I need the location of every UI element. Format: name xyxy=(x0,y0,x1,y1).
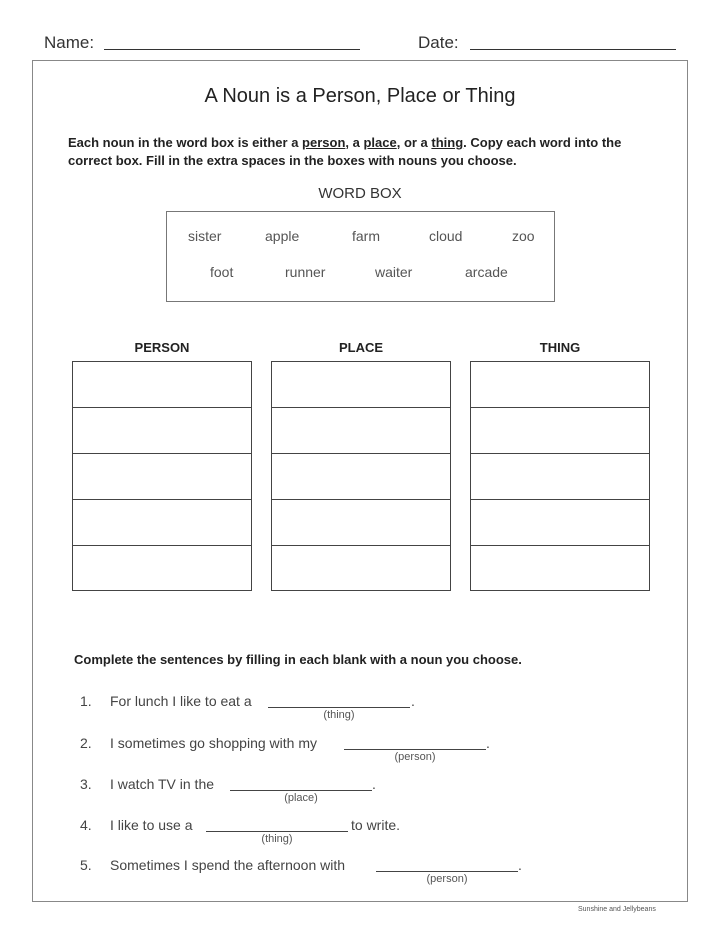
sentence-text: I like to use a xyxy=(110,817,193,833)
word-item: waiter xyxy=(375,264,413,280)
answer-cell[interactable] xyxy=(272,546,450,592)
word-item: farm xyxy=(352,228,380,244)
sentence-number: 2. xyxy=(80,735,92,751)
column-heading-person: PERSON xyxy=(134,340,190,355)
answer-cell[interactable] xyxy=(471,546,649,592)
date-field[interactable] xyxy=(470,49,676,50)
sentence-end: to write. xyxy=(351,817,401,833)
sentence-end: . xyxy=(372,776,376,792)
sentence-blank[interactable] xyxy=(230,790,372,791)
word-box xyxy=(166,211,555,302)
answer-cell[interactable] xyxy=(272,362,450,408)
column-heading-place: PLACE xyxy=(338,340,384,355)
answer-cell[interactable] xyxy=(471,408,649,454)
thing-grid xyxy=(470,361,650,591)
blank-hint: (place) xyxy=(284,792,318,804)
word-box-title: WORD BOX xyxy=(318,185,402,202)
credit-text: Sunshine and Jellybeans xyxy=(578,906,656,913)
word-item: runner xyxy=(285,264,326,280)
word-item: foot xyxy=(210,264,234,280)
word-item: cloud xyxy=(429,228,463,244)
answer-cell[interactable] xyxy=(471,454,649,500)
word-item: arcade xyxy=(465,264,508,280)
sentence-number: 1. xyxy=(80,693,92,709)
answer-cell[interactable] xyxy=(272,454,450,500)
answer-cell[interactable] xyxy=(272,408,450,454)
column-heading-thing: THING xyxy=(539,340,581,355)
answer-cell[interactable] xyxy=(471,500,649,546)
thing-term: thing xyxy=(431,135,464,150)
blank-hint: (thing) xyxy=(261,833,293,845)
answer-cell[interactable] xyxy=(73,362,251,408)
sentence-text: Sometimes I spend the afternoon with xyxy=(110,857,346,873)
sentence-number: 4. xyxy=(80,817,92,833)
answer-cell[interactable] xyxy=(73,500,251,546)
answer-cell[interactable] xyxy=(73,546,251,592)
answer-cell[interactable] xyxy=(272,500,450,546)
name-label: Name: xyxy=(44,33,95,52)
blank-hint: (person) xyxy=(394,751,436,763)
sentence-blank[interactable] xyxy=(344,749,486,750)
sentence-blank[interactable] xyxy=(268,707,410,708)
word-item: apple xyxy=(265,228,300,244)
instructions: Each noun in the word box is either a person, a place, or a thing. Copy each word into the correct box. Fill in the extra spaces in the boxes with nouns you choose. xyxy=(68,135,622,168)
sentence-text: I sometimes go shopping with my xyxy=(110,735,317,751)
page-title: A Noun is a Person, Place or Thing xyxy=(204,85,516,107)
word-item: zoo xyxy=(512,228,535,244)
sentence-end: . xyxy=(486,735,490,751)
sentence-blank[interactable] xyxy=(206,831,348,832)
person-term: person xyxy=(302,135,346,150)
sentence-text: I watch TV in the xyxy=(110,776,215,792)
blank-hint: (person) xyxy=(426,873,468,885)
answer-cell[interactable] xyxy=(471,362,649,408)
sentence-number: 5. xyxy=(80,857,92,873)
sentence-blank[interactable] xyxy=(376,871,518,872)
place-term: place xyxy=(363,135,397,150)
answer-cell[interactable] xyxy=(73,408,251,454)
sentence-end: . xyxy=(411,693,415,709)
sentence-text: For lunch I like to eat a xyxy=(110,693,252,709)
person-grid xyxy=(72,361,252,591)
sentence-number: 3. xyxy=(80,776,92,792)
sentence-end: . xyxy=(518,857,522,873)
blank-hint: (thing) xyxy=(323,709,355,721)
word-item: sister xyxy=(188,228,222,244)
name-field[interactable] xyxy=(104,49,360,50)
sentences-instruction: Complete the sentences by filling in each blank with a noun you choose. xyxy=(74,652,522,667)
date-label: Date: xyxy=(418,33,459,52)
place-grid xyxy=(271,361,451,591)
answer-cell[interactable] xyxy=(73,454,251,500)
